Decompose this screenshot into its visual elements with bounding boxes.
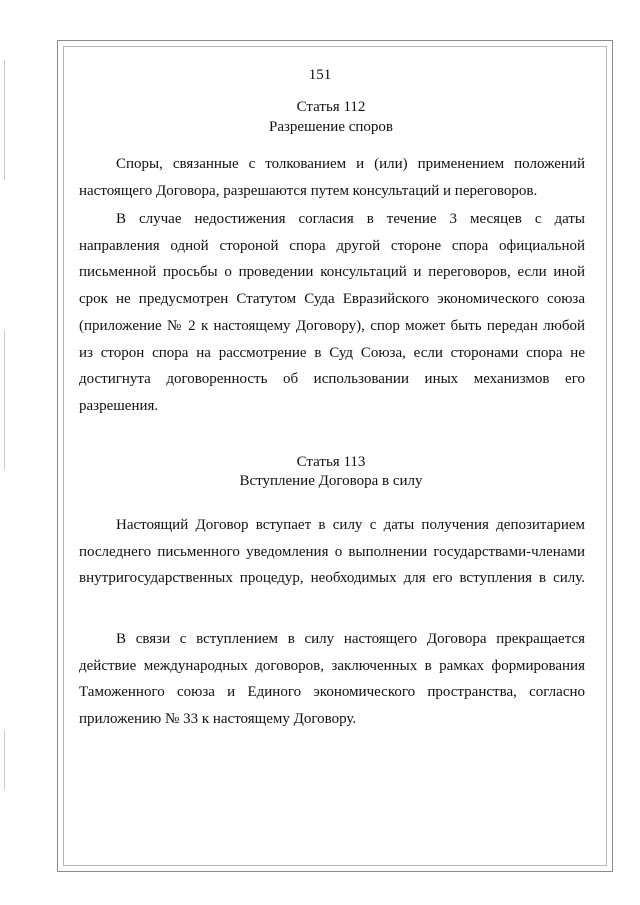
article-113-title: Вступление Договора в силу: [239, 473, 423, 489]
article-112-title: Разрешение споров: [268, 119, 394, 135]
article-112-paragraph: Споры, связанные с толкованием и (или) применением положений настоящего Договора, разрешаются путем консультаций и переговоров.: [79, 156, 585, 199]
article-113-number: Статья 113: [296, 454, 366, 470]
article-113-paragraph: Настоящий Договор вступает в силу с даты получения депозитарием последнего письменного уведомления о выполнении государствами-членами внутригосударственных процедур, необходимых для его вступления в силу.: [79, 517, 585, 587]
article-113-paragraph: В связи с вступлением в силу настоящего Договора прекращается действие международных договоров, заключенных в рамках формирования Таможенного союза и Единого экономического пространства, согласно приложению № 33 к настоящему Договору.: [79, 631, 585, 728]
scan-margin-mark: [4, 330, 5, 470]
scan-margin-mark: [4, 730, 5, 790]
page-number: 151: [308, 67, 332, 83]
article-112-number: Статья 112: [296, 99, 366, 115]
article-112-paragraph: В случае недостижения согласия в течение 3 месяцев с даты направления одной стороной спора другой стороне спора официальной письменной просьбы о проведении консультаций и переговоров, если иной срок не предусмотрен Статутом Суда Евразийского экономического союза (приложение № 2 к настоящему Договору), спор может быть передан любой из сторон спора на рассмотрение в Суд Союза, если сторонами спора не достигнута договоренность об использовании иных механизмов его разрешения.: [79, 211, 585, 414]
